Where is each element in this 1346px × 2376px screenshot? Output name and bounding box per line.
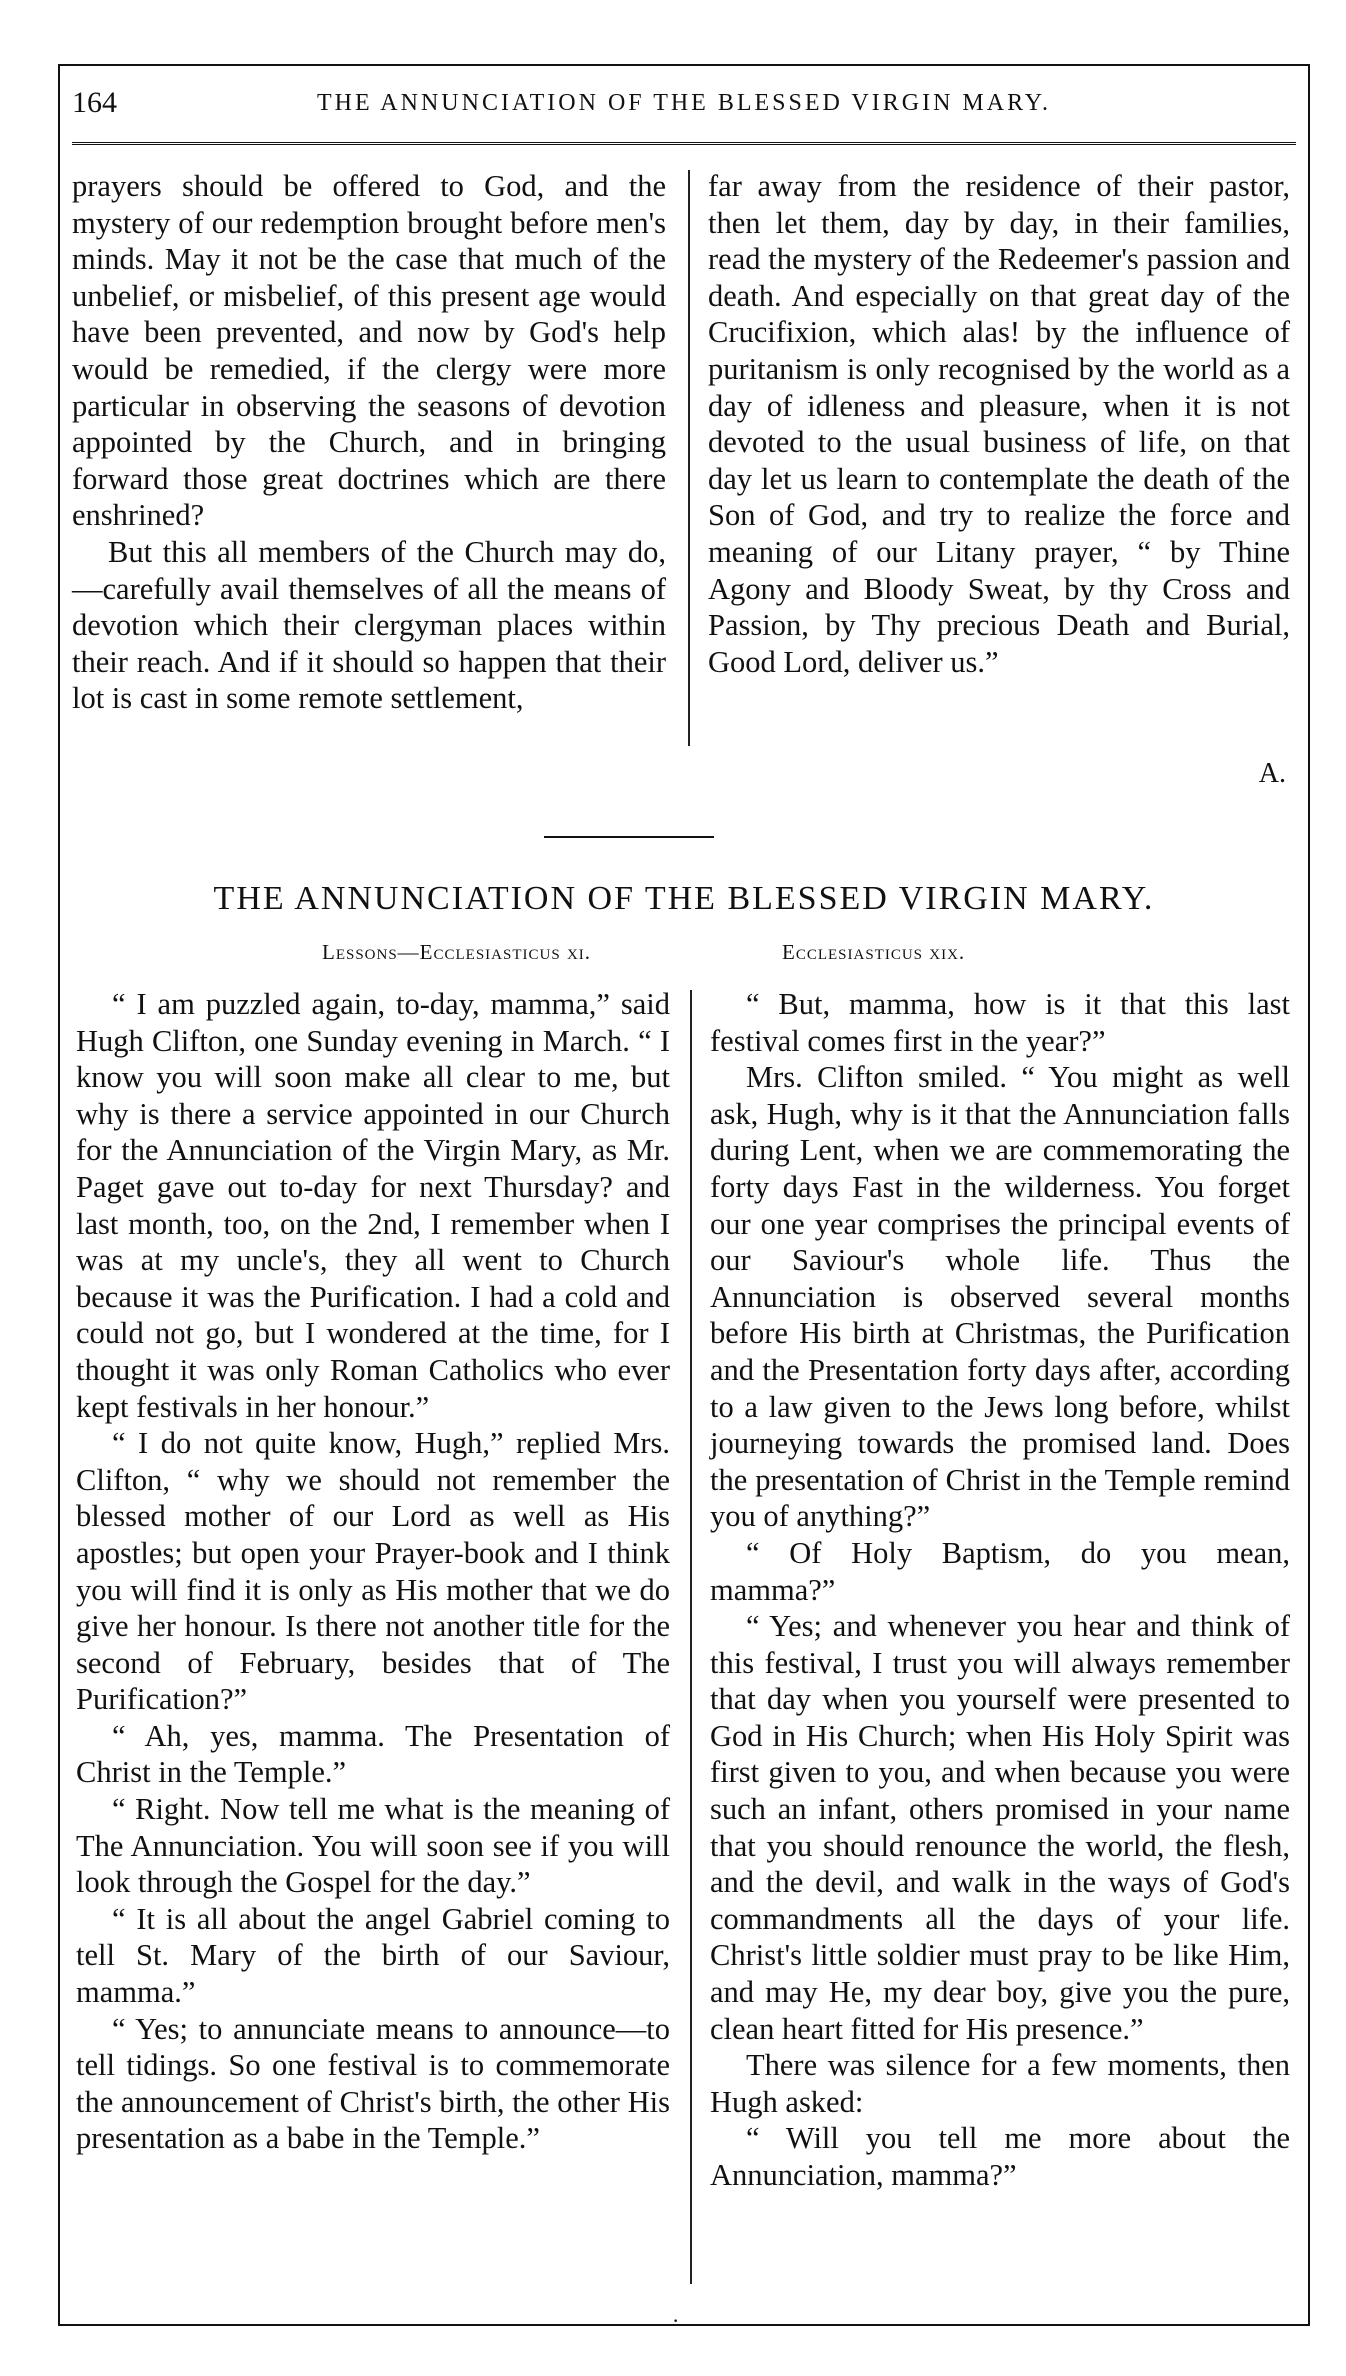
paragraph: But this all members of the Church may do,—carefully avail themselves of all the means of devotion which their clergyman places within their reach. And if it should so happen that their lot is cast in some remote settlement, <box>72 534 666 716</box>
paragraph: “ It is all about the angel Gabriel coming to tell St. Mary of the birth of our Saviour, mamma.” <box>76 1901 670 2010</box>
article-left-column <box>76 986 670 2157</box>
paragraph: “ But, mamma, how is it that this last festival comes first in the year?” <box>710 987 1290 1058</box>
paragraph: “ I do not quite know, Hugh,” replied Mrs. Clifton, “ why we should not remember the blessed mother of our Lord as well as His apostles; but open your Prayer-book and I think you will find it is only as His mother that we do give her honour. Is there not another title for the second of February, besides that of The Purification?” <box>76 1426 670 1717</box>
column-rule-top <box>688 170 690 746</box>
header-rule <box>72 142 1296 148</box>
paragraph: There was silence for a few moments, then Hugh asked: <box>710 2048 1290 2119</box>
paragraph: “ I am puzzled again, to-day, mamma,” said Hugh Clifton, one Sunday evening in March. “ I know you will soon make all clear to me, but why is there a service appointed in our Church for the Annunciation of the Virgin Mary, as Mr. Paget gave out to-day for next Thursday? and last month, too, on the 2nd, I remember when I was at my uncle's, they all went to Church because it was the Purification. I had a cold and could not go, but I wondered at the time, for I thought it was only Roman Catholics who ever kept festivals in her honour.” <box>76 987 670 1424</box>
paragraph: “ Will you tell me more about the Annunciation, mamma?” <box>710 2121 1290 2192</box>
lessons-first: Lessons—Ecclesiasticus xi. <box>322 940 592 964</box>
page-number: 164 <box>72 86 117 119</box>
paragraph: “ Ah, yes, mamma. The Presentation of Christ in the Temple.” <box>76 1718 670 1790</box>
page-header <box>72 82 1296 142</box>
paragraph: “ Yes; and whenever you hear and think of this festival, I trust you will always remember that day when you yourself were presented to God in His Church; when His Holy Spirit was first given to you, and when because you were such an infant, others promised in your name that you should renounce the world, the flesh, and the devil, and walk in the ways of God's commandments all the days of your life. Christ's little soldier must pray to be like Him, and may He, my dear boy, give you the pure, clean heart fitted for His presence.” <box>710 1609 1290 2046</box>
paragraph: “ Right. Now tell me what is the meaning of The Annunciation. You will soon see if you will look through the Gospel for the day.” <box>76 1792 670 1900</box>
paragraph: prayers should be offered to God, and the mystery of our redemption brought before men's minds. May it not be the case that much of the unbelief, or misbelief, of this present age would have been prevented, and now by God's help would be remedied, if the clergy were more particular in observing the seasons of devotion appointed by the Church, and in bringing forward those great doctrines which are there enshrined? <box>72 169 666 533</box>
article-right-column <box>710 986 1290 2194</box>
column-rule-article <box>690 990 692 2284</box>
footer-dot: · <box>672 2308 680 2333</box>
section-divider <box>544 836 714 838</box>
signature: A. <box>1258 758 1286 789</box>
paragraph: Mrs. Clifton smiled. “ You might as well ask, Hugh, why is it that the Annunciation falls during Lent, when we are commemorating the forty days Fast in the wilderness. You forget our one year comprises the principal events of our Saviour's whole life. Thus the Annunciation is observed several months before His birth at Christmas, the Purification and the Presentation forty days after, according to a law given to the Jews long before, whilst journeying towards the promised land. Does the presentation of Christ in the Temple remind you of anything?” <box>710 1060 1290 1534</box>
top-left-column <box>72 168 666 717</box>
paragraph: “ Of Holy Baptism, do you mean, mamma?” <box>710 1535 1290 1607</box>
lessons-second: Ecclesiasticus xix. <box>782 940 966 964</box>
article-title: THE ANNUNCIATION OF THE BLESSED VIRGIN MARY. <box>213 880 1155 917</box>
paragraph: “ Yes; to annunciate means to announce—to tell tidings. So one festival is to commemorate the announcement of Christ's birth, the other His presentation as a babe in the Temple.” <box>76 2011 670 2156</box>
top-right-column <box>708 168 1290 680</box>
paragraph: far away from the residence of their pastor, then let them, day by day, in their families, read the mystery of the Redeemer's passion and death. And especially on that great day of the Crucifixion, which alas! by the influence of puritanism is only recognised by the world as a day of idleness and pleasure, when it is not devoted to the usual business of life, on that day let us learn to contemplate the death of the Son of God, and try to realize the force and meaning of our Litany prayer, “ by Thine Agony and Bloody Sweat, by thy Cross and Passion, by Thy precious Death and Burial, Good Lord, deliver us.” <box>708 169 1290 679</box>
running-title: THE ANNUNCIATION OF THE BLESSED VIRGIN MARY. <box>316 90 1052 116</box>
